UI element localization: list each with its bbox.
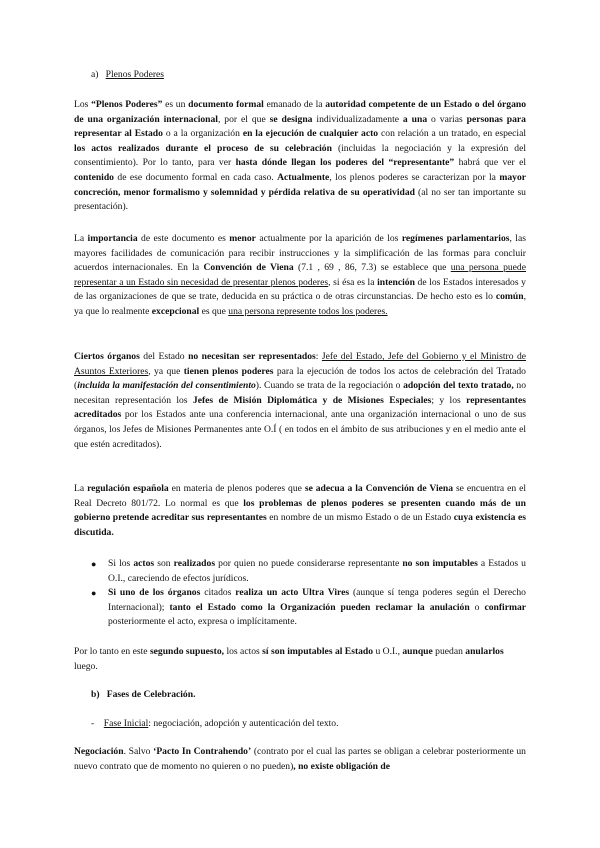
paragraph-negociacion: Negociación. Salvo ‘Pacto In Contrahendo’ (contrato por el cual las partes se obligan a celebrar posteriormente un nuevo contrato que de momento no quieren o no pueden), no existe obligación de (74, 746, 526, 772)
dash-marker: - (91, 718, 95, 729)
dash-item-text: : negociación, adopción y autenticación del texto. (148, 718, 339, 729)
section-title: Plenos Poderes (105, 69, 165, 80)
paragraph-ciertos-organos: Ciertos órganos del Estado no necesitan ser representados: Jefe del Estado, Jefe del Gobierno y el Ministro de Asuntos Exteriores, ya que tienen plenos poderes para la ejecución de todos los actos de celebración del Tratado (incluida la manifestación del consentimiento). Cuando se trata de la regociación o adopción del texto tratado, no necesitan representación los Jefes de Misión Diplomática y de Misiones Especiales; y los representantes acreditados por los Estados ante una conferencia internacional, ante una organización internacional o uno de sus órganos, los Jefes de Misiones Permanentes ante O.Í ( en todos en el ámbito de sus atribuciones y en el medio ante el que estén acreditados). (74, 351, 527, 450)
section-title: Fases de Celebración. (106, 689, 196, 700)
paragraph-segundo-supuesto: Por lo tanto en este segundo supuesto, los actos sí son imputables al Estado u O.I., aunque puedan anularlos luego. (74, 646, 504, 672)
paragraph-plenos-poderes-definition: Los “Plenos Poderes” es un documento formal emanado de la autoridad competente de un Estado o del órgano de una organización internacional, por el que se designa individualizadamente a una o varias personas para representar al Estado o a la organización en la ejecución de cualquier acto con relación a un tratado, en especial los actos realizados durante el proceso de su celebración (incluidas la negociación y la expresión del consentimiento). Por lo tanto, para ver hasta dónde llegan los poderes del “representante” habrá que ver el contenido de ese documento formal en cada caso. Actualmente, los plenos poderes se caracterizan por la mayor concreción, menor formalismo y solemnidad y pérdida relativa de su operatividad (al no ser tan importante su presentación). (74, 99, 527, 213)
bullet-icon: ● (91, 559, 97, 569)
section-heading-a (91, 68, 164, 83)
bullet-icon: ● (91, 588, 97, 598)
bullet-text: Si los actos son realizados por quien no puede considerarse representante no son imputables a Estados u O.I., careciendo de efectos jurídicos. (108, 558, 526, 584)
dash-item-term: Fase Inicial (103, 718, 149, 729)
bullet-text: Si uno de los órganos citados realiza un acto Ultra Vires (aunque sí tenga poderes según el Derecho Internacional); tanto el Estado como la Organización pueden reclamar la anulación o confirmar posteriormente el acto, expresa o implícitamente. (108, 587, 527, 628)
paragraph-regulacion-espanola: La regulación española en materia de plenos poderes que se adecua a la Convención de Viena se encuentra en el Real Decreto 801/72. Lo normal es que los problemas de plenos poderes se presenten cuando más de un gobierno pretende acreditar sus representantes en nombre de un mismo Estado o de un Estado cuya existencia es discutida. (74, 483, 526, 538)
section-marker: b) (91, 689, 100, 700)
section-marker: a) (91, 69, 99, 80)
section-heading-b (91, 688, 195, 703)
paragraph-importancia: La importancia de este documento es menor actualmente por la aparición de los regímenes parlamentarios, las mayores facilidades de comunicación para recibir instrucciones y la simplificación de las formas para concluir acuerdos internacionales. En la Convención de Viena (7.1 , 69 , 86, 7.3) se establece que una persona puede representar a un Estado sin necesidad de presentar plenos poderes, si ésa es la intención de los Estados interesados y de las organizaciones de que se trate, deducida en su práctica o de otras circunstancias. De hecho esto es lo común, ya que lo realmente excepcional es que una persona represente todos los poderes. (74, 233, 526, 317)
dash-list-item (91, 717, 526, 732)
